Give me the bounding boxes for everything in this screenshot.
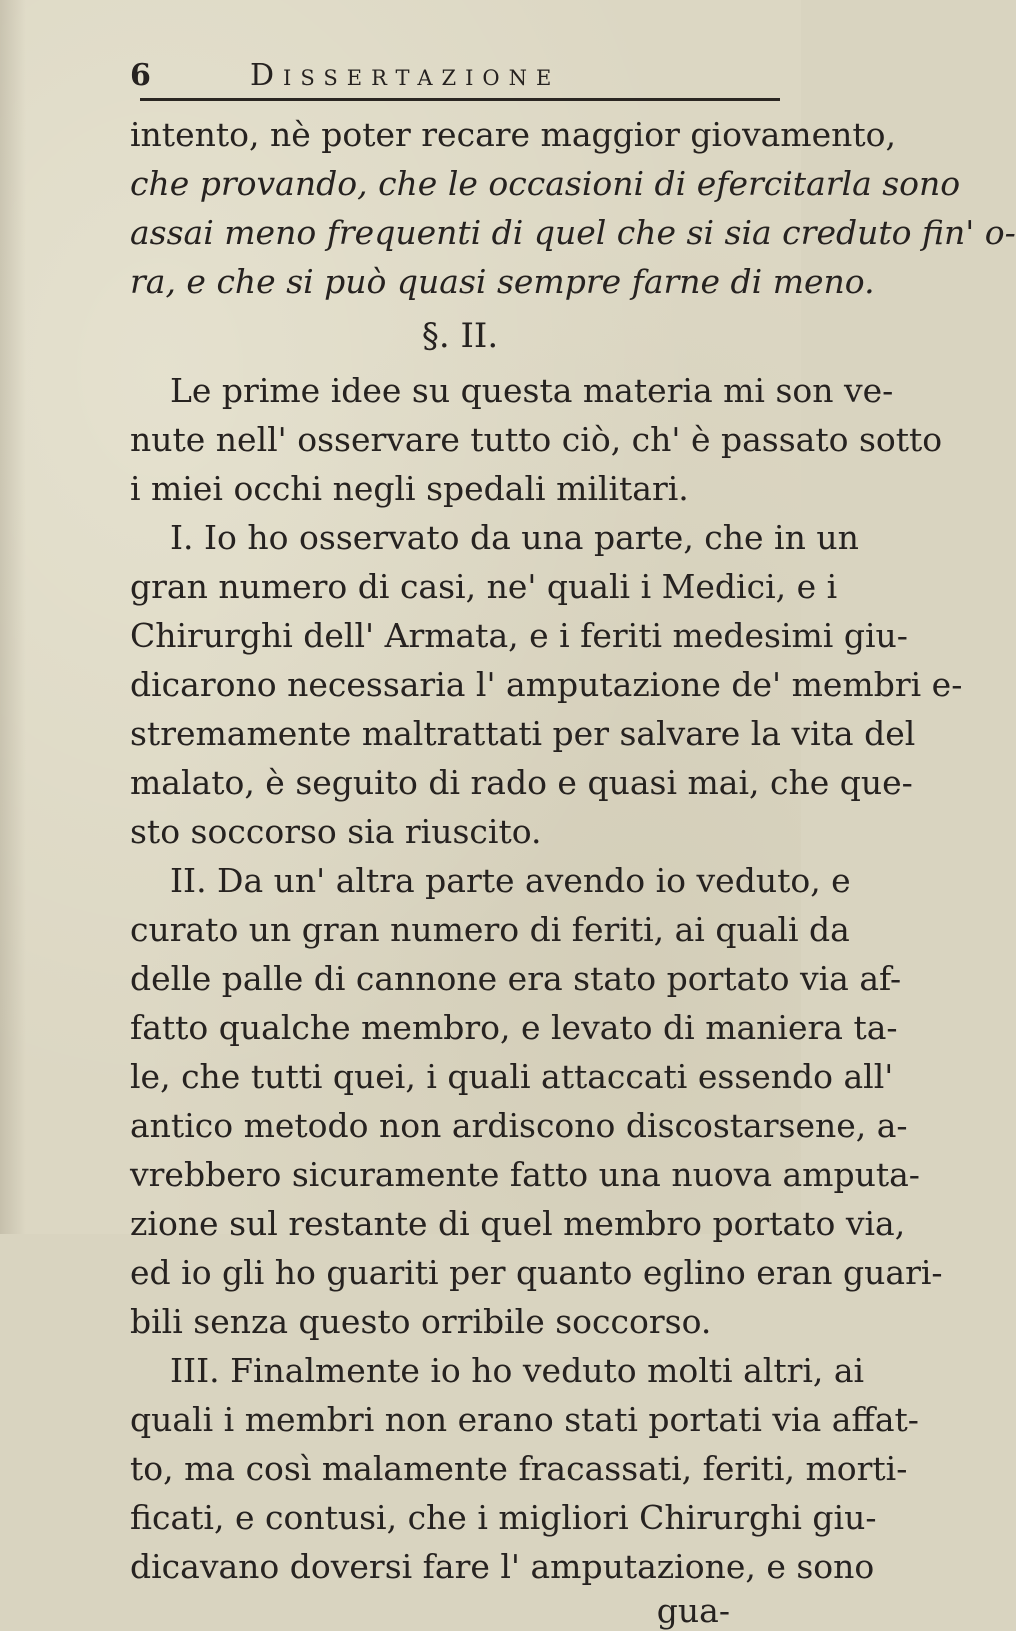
text-line: II. Da un' altra parte avendo io veduto, e — [170, 861, 851, 900]
text-line: antico metodo non ardiscono discostarsene, a- — [130, 1106, 908, 1145]
text-line: ra, e che si può quasi sempre farne di meno. — [130, 262, 875, 301]
text-line: vrebbero sicuramente fatto una nuova amputa- — [130, 1155, 920, 1194]
text-line: stremamente maltrattati per salvare la vita del — [130, 714, 916, 753]
text-line: curato un gran numero di feriti, ai quali da — [130, 910, 850, 949]
text-line: le, che tutti quei, i quali attaccati essendo all' — [130, 1057, 894, 1096]
text-line: Le prime idee su questa materia mi son ve- — [170, 371, 894, 410]
gutter-shadow — [0, 0, 26, 1234]
text-line: gran numero di casi, ne' quali i Medici, e i — [130, 567, 838, 606]
text-line: ed io gli ho guariti per quanto eglino eran guari- — [130, 1253, 943, 1292]
running-title: Dissertazione — [250, 58, 561, 93]
text-line: zione sul restante di quel membro portato via, — [130, 1204, 906, 1243]
text-line: I. Io ho osservato da una parte, che in un — [170, 518, 859, 557]
text-line: bili senza questo orribile soccorso. — [130, 1302, 712, 1341]
body-text — [130, 110, 1016, 1631]
page-number: 6 — [130, 58, 151, 93]
header-rule — [140, 98, 780, 101]
text-line: che provando, che le occasioni di efercitarla sono — [130, 164, 961, 203]
text-line: nute nell' osservare tutto ciò, ch' è passato sotto — [130, 420, 943, 459]
text-line: ficati, e contusi, che i migliori Chirurghi giu- — [130, 1498, 877, 1537]
catchword: gua- — [656, 1591, 730, 1630]
text-line: to, ma così malamente fracassati, feriti, morti- — [130, 1449, 908, 1488]
text-line: intento, nè poter recare maggior giovamento, — [130, 115, 896, 154]
text-line: malato, è seguito di rado e quasi mai, che que- — [130, 763, 913, 802]
text-line: III. Finalmente io ho veduto molti altri, ai — [170, 1351, 865, 1390]
text-line: fatto qualche membro, e levato di maniera ta- — [130, 1008, 898, 1047]
text-line: quali i membri non erano stati portati via affat- — [130, 1400, 919, 1439]
page-header — [130, 58, 770, 98]
text-line: sto soccorso sia riuscito. — [130, 812, 542, 851]
text-line: dicarono necessaria l' amputazione de' membri e- — [130, 665, 963, 704]
text-line: i miei occhi negli spedali militari. — [130, 469, 689, 508]
text-line: assai meno frequenti di quel che si sia creduto fin' o- — [130, 213, 1016, 252]
text-line: dicavano doversi fare l' amputazione, e sono — [130, 1547, 875, 1586]
text-line: Chirurghi dell' Armata, e i feriti medesimi giu- — [130, 616, 908, 655]
text-line: delle palle di cannone era stato portato via af- — [130, 959, 902, 998]
section-heading: §. II. — [421, 316, 499, 356]
